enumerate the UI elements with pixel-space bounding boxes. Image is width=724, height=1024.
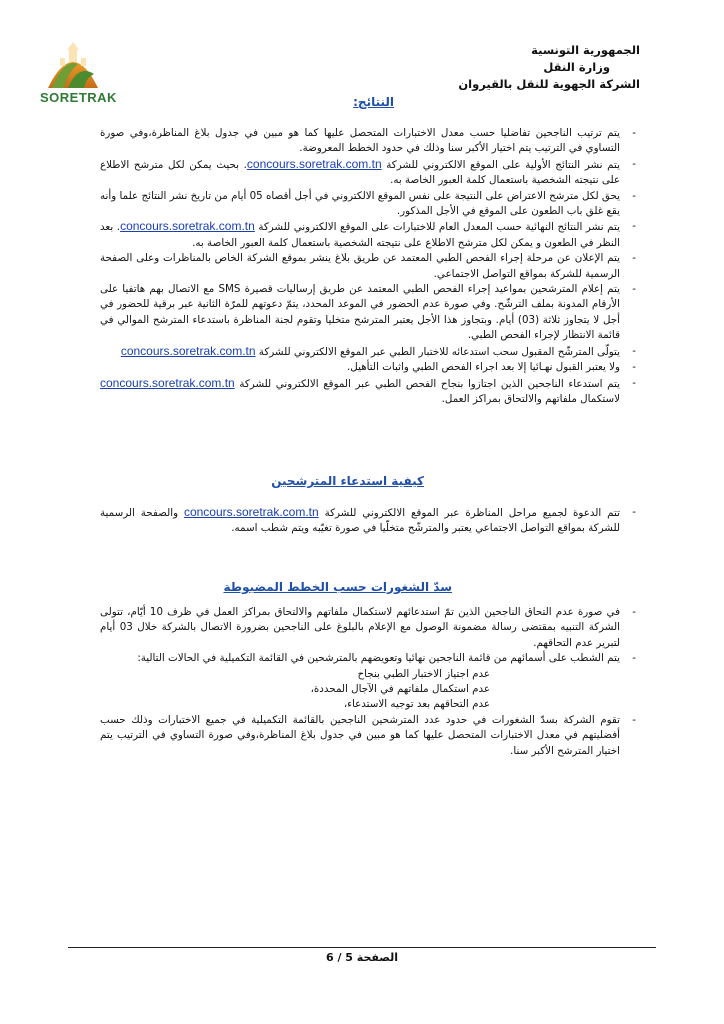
results-item-text: . بعد النظر في الطعون و يمكن لكل مترشح الاطلاع على نتيجته الشخصية باستعمال كلمة العبور الخاصة به. bbox=[100, 221, 620, 249]
results-item bbox=[100, 219, 636, 251]
bullet-marker: - bbox=[632, 189, 636, 202]
results-item-text: يحق لكل مترشح الاعتراض على النتيجة على نفس الموقع الالكتروني في أجل أقصاه 05 أيام من تاريخ نشر النتائج علما وأنه يقع غلق باب الطعون على الموقع في الأجل المذكور. bbox=[100, 189, 621, 218]
site-link[interactable]: concours.soretrak.com.tn bbox=[183, 505, 319, 519]
bullet-marker: - bbox=[632, 220, 636, 233]
results-item bbox=[100, 282, 636, 344]
case-item bbox=[100, 682, 490, 697]
results-item-text: ولا يعتبر القبول نهـائيا إلا بعد اجراء الفحص الطبي واثبات التأهيل. bbox=[347, 361, 620, 374]
header-republic: الجمهورية التونسية bbox=[531, 43, 640, 57]
case-text: عدم استكمال ملفاتهم في الآجال المحددة، bbox=[310, 683, 490, 696]
vacancies-item bbox=[100, 605, 636, 651]
results-item-text: يتم الإعلان عن مرحلة إجراء الفحص الطبي المعتمد عن طريق بلاغ ينشر بموقع الشركة الخاص بالمناظرات وعلى الصفحة الرسمية للشركة بمواقع التواصل الاجتماعي. bbox=[100, 252, 620, 280]
site-link[interactable]: concours.soretrak.com.tn bbox=[246, 156, 382, 171]
results-item-text: لاستكمال ملفاتهم والالتحاق بمراكز العمل. bbox=[441, 392, 620, 405]
results-list bbox=[100, 126, 636, 407]
results-item bbox=[100, 156, 636, 189]
site-link[interactable]: concours.soretrak.com.tn bbox=[100, 375, 235, 390]
case-text: عدم التحاقهم بعد توجيه الاستدعاء، bbox=[343, 698, 490, 711]
vacancies-item bbox=[100, 651, 636, 666]
bullet-marker: - bbox=[632, 127, 636, 139]
bullet-marker: - bbox=[632, 606, 636, 618]
invite-text: والصفحة الرسمية للشركة بمواقع التواصل الاجتماعي يعتبر والمترشّح متخلّيا في صورة تغيّبه ويتم شطب اسمه. bbox=[100, 507, 620, 535]
invite-heading: كيفية استدعاء المترشحين bbox=[271, 474, 424, 488]
bullet-marker: - bbox=[632, 506, 636, 518]
results-item bbox=[100, 126, 636, 157]
results-item-text: يتم نشر النتائج النهائية حسب المعدل العام للاختبارات على الموقع الالكتروني للشركة bbox=[254, 221, 620, 234]
results-heading: النتائج: bbox=[353, 95, 394, 109]
bullet-marker: - bbox=[632, 713, 636, 726]
footer-divider bbox=[68, 947, 656, 948]
header-ministry: وزارة النقل bbox=[543, 60, 610, 74]
bullet-marker: - bbox=[632, 376, 636, 389]
vacancies-heading: سدّ الشغورات حسب الخطط المضبوطة bbox=[223, 580, 452, 594]
vacancies-text: تقوم الشركة بسدّ الشغورات في حدود عدد المترشحين الناجحين بالقائمة التكميلية في جميع الاختبارات وذلك حسب أفضليتهم في معدل الاختبارات المتحصل عليها كما هو مبين في جدول بلاغ المناظرة،وفي صورة التساوي في الترتيب يتم اختيار المترشح الأكبر سنا. bbox=[100, 713, 620, 757]
vacancies-text: في صورة عدم التحاق الناجحين الذين تمّ استدعائهم لاستكمال ملفاتهم والالتحاق بمراكز العمل في ظرف 10 أيّام، تتولى الشركة التنبيه بمقتضى رسالة مضمونة الوصول مع الإعلام بالبلوغ على الناجحين بضرورة الاتصال بالشركة خلال 03 أيام لتبرير عدم التحاقهم. bbox=[100, 606, 620, 649]
document-header bbox=[458, 42, 640, 93]
bullet-marker: - bbox=[632, 252, 636, 265]
logo-wordmark: SORETRAK bbox=[40, 90, 117, 105]
results-item bbox=[100, 189, 636, 220]
results-item bbox=[100, 375, 636, 408]
results-item bbox=[100, 360, 636, 375]
bullet-marker: - bbox=[632, 157, 636, 170]
results-item-text: يتولّى المترشّح المقبول سحب استدعائه للاختبار الطبي عبر الموقع الالكتروني للشركة bbox=[255, 345, 620, 358]
results-item-text: . بحيث يمكن لكل مترشح الاطلاع على نتيجته الشخصية باستعمال كلمة العبور الخاصة به. bbox=[100, 158, 620, 187]
page-number: الصفحة 5 / 6 bbox=[325, 951, 399, 964]
invite-block bbox=[100, 505, 636, 537]
case-item bbox=[100, 697, 490, 712]
bullet-marker: - bbox=[632, 652, 636, 665]
vacancies-block bbox=[100, 605, 636, 759]
bullet-marker: - bbox=[632, 361, 636, 374]
results-item bbox=[100, 251, 636, 282]
results-item-text: يتم استدعاء الناجحين الذين اجتازوا بنجاح الفحص الطبي عبر الموقع الالكتروني للشركة bbox=[234, 377, 620, 390]
invite-item bbox=[100, 505, 636, 537]
site-link[interactable]: concours.soretrak.com.tn bbox=[120, 219, 255, 234]
bullet-marker: - bbox=[632, 344, 636, 357]
vacancies-text: يتم الشطب على أسمائهم من قائمة الناجحين نهائيا وتعويضهم بالمترشحين في القائمة التكميلية في الحالات التالية: bbox=[137, 652, 620, 665]
invite-text: تتم الدعوة لجميع مراحل المناظرة عبر الموقع الالكتروني للشركة bbox=[318, 507, 620, 519]
case-text: عدم اجتياز الاختبار الطبي بنجاح bbox=[357, 667, 490, 680]
bullet-marker: - bbox=[632, 283, 636, 296]
results-item-text: يتم ترتيب الناجحين تفاضليا حسب معدل الاختبارات المتحصل عليها كما هو مبين في جدول بلاغ المناظرة،وفي صورة التساوي في الترتيب يتم اختيار الأكبر سنا وذلك في حدود الخطط المعروضة. bbox=[100, 127, 620, 155]
results-item bbox=[100, 343, 636, 360]
results-item-text: يتم نشر النتائج الأولية على الموقع الالكتروني للشركة bbox=[381, 158, 620, 171]
header-company: الشركة الجهوية للنقل بالقيروان bbox=[458, 77, 640, 91]
results-item-text: يتم إعلام المترشحين بمواعيد إجراء الفحص الطبي المعتمد عن طريق إرساليات قصيرة SMS مع الاتصال بهم هاتفيا على الأرقام المدونة بملف الترشّح. وفي صورة عدم الحضور في الموعد المحدد، يتمّ دعوتهم للمرّة الثانية عبر برقية للحضور في أجل لا يتجاوز ثلاثة (03) أيام. وبتجاوز هذا الأجل يعتبر المترشح متخليا وتقوم لجنة المناظرة باستدعاء المترشح الموالي في قائمة الانتظار لإجراء الفحص الطبي. bbox=[100, 283, 621, 342]
site-link[interactable]: concours.soretrak.com.tn bbox=[120, 343, 256, 358]
case-item bbox=[100, 667, 490, 682]
cases-list bbox=[100, 667, 620, 713]
vacancies-item bbox=[100, 713, 636, 759]
